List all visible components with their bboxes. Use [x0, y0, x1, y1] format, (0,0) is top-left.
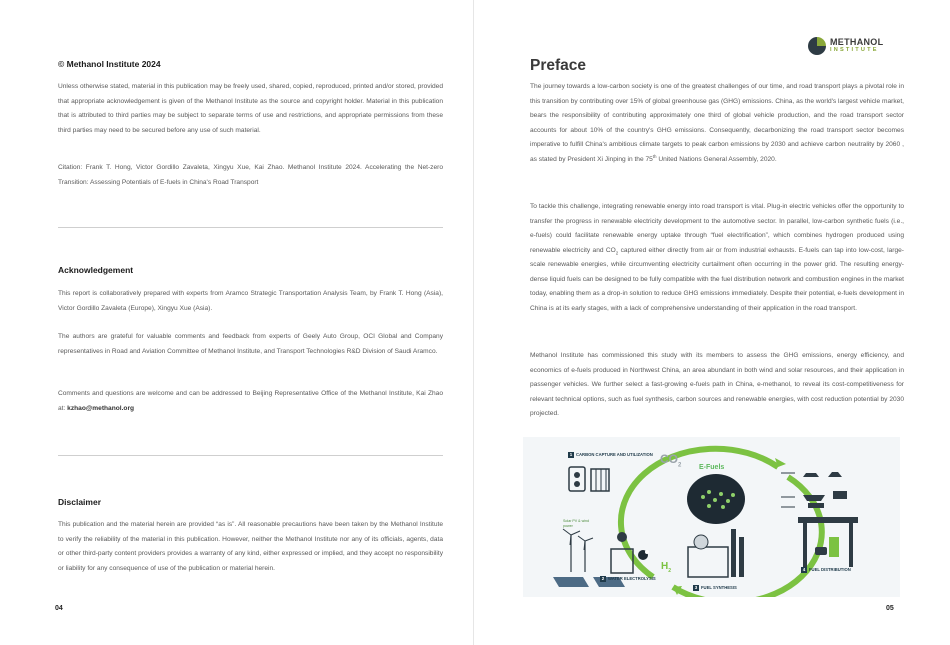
h2-text: H	[661, 561, 669, 572]
preface-paragraph-2-end: captured either directly from air or from industrial exhausts. E-fuels can tap into low-cost, large-scale renewable energies, while circumventing electricity curtailment often occurring in the power grid. The resulting energy-dense liquid fuels can be designed to be fully compatible with the fuel distribution network and combustion engines in the market today, enabling them as a drop-in solution to reduce GHG emissions immediately. Despite their potential, e-fuels development in China is at its early stages, with a lack of comprehensive understanding of their application in the road transport.	[530, 246, 904, 312]
page-number-right: 05	[886, 605, 894, 612]
ack-email-link[interactable]: kzhao@methanol.org	[67, 404, 135, 412]
co2-label	[660, 452, 681, 468]
superscript-th: th	[652, 153, 657, 159]
left-page	[0, 0, 474, 645]
acknowledgement-heading: Acknowledgement	[58, 265, 134, 275]
logo-mark-icon	[808, 37, 826, 55]
step-3-label	[693, 585, 737, 591]
step-3-text: FUEL SYNTHESIS	[701, 585, 737, 591]
step-1-text: CARBON CAPTURE AND UTILIZATION	[576, 452, 653, 458]
copyright-text: Unless otherwise stated, material in this publication may be freely used, shared, copied, reproduced, printed and/or stored, provided that appropriate acknowledgement is given of the Methanol Institute as the source and copyright holder. Material in this publication that is attributed to third parties may be subject to separate terms of use and restrictions, and appropriate permissions from these third parties may need to be secured before any use of such material.	[58, 83, 443, 134]
subscript-2: 2	[615, 249, 619, 255]
preface-heading: Preface	[530, 57, 587, 74]
diagram-illustration	[523, 437, 900, 597]
preface-paragraph-3: Methanol Institute has commissioned this study with its members to assess the GHG emissions, energy efficiency, and economics of e-fuels produced in Northwest China, an area abundant in both wind and solar resources, and their application in passenger vehicles. We further select a fast-growing e-fuels path in China, e-methanol, to reveal its cost-competitiveness for relevant technical options, such as fuel synthesis, carbon sources and renewable energies, with cost reduction potential by 2030 projected.	[530, 352, 904, 417]
step-4-label	[801, 567, 851, 573]
disclaimer-text: This publication and the material herein are provided “as is”. All reasonable precautions have been taken by the Methanol Institute to verify the reliability of the material in this publication. However, neither the Methanol Institute nor any of its officials, agents, data or other third-party content providers provides a warranty of any kind, either expressed or implied, and they accept no responsibility or liability for any consequence of use of the publication or material herein.	[58, 521, 443, 572]
h2-subscript: 2	[668, 568, 672, 574]
ack-paragraph-2: The authors are grateful for valuable comments and feedback from experts of Geely Auto Group, OCI Global and Company representatives in Road and Aviation Committee of Methanol Institute, and Transport Technologies R&D Division of Saudi Aramco.	[58, 333, 443, 355]
efuels-process-diagram	[523, 437, 900, 597]
preface-paragraph-1-text: The journey towards a low-carbon society is one of the greatest challenges of our time, and road transport plays a pivotal role in this transition by contributing over 15% of global greenhouse gas (GHG) emissions. China, as the world's largest vehicle market, bears the responsibility of contributing approximately one third of global vehicle production, and the road transport sector accounts for about 10% of the country's GHG emissions. Consequently, decarbonizing the road transport sector becomes imperative to fulfill China's ambitious climate targets to peak carbon emissions by 2030 and achieve carbon neutrality by 2060 , as stated by President Xi Jinping in the 75	[530, 83, 904, 163]
copyright-heading: © Methanol Institute 2024	[58, 59, 161, 69]
step-1-number: 1	[569, 452, 573, 457]
co2-text: CO	[660, 452, 678, 466]
logo-text-institute: INSTITUTE	[830, 47, 879, 53]
logo-text-methanol: METHANOL	[830, 37, 884, 47]
solar-wind-label: Solar PV & wind power	[563, 519, 589, 528]
divider	[58, 227, 443, 228]
ack-paragraph-3-text: Comments and questions are welcome and can be addressed to Beijing Representative Office of the Methanol Institute, Kai Zhao at:	[58, 390, 443, 412]
ack-paragraph-3	[58, 387, 443, 416]
step-4-text: FUEL DISTRIBUTION	[809, 567, 851, 573]
ack-paragraph-1: This report is collaboratively prepared with experts from Aramco Strategic Transportation Analysis Team, by Frank T. Hong (Asia), Victor Gordillo Zavaleta (Europe), Xingyu Xue (Asia).	[58, 290, 443, 312]
divider	[58, 455, 443, 456]
step-3-number: 3	[694, 585, 698, 590]
preface-paragraph-2	[530, 200, 904, 316]
preface-paragraph-1	[530, 80, 904, 167]
disclaimer-heading: Disclaimer	[58, 497, 101, 507]
right-page	[475, 0, 950, 645]
efuels-label: E-Fuels	[699, 464, 725, 471]
page-number-left: 04	[55, 605, 63, 612]
preface-paragraph-2-text: To tackle this challenge, integrating renewable energy into road transport is vital. Plug-in electric vehicles offer the opportunity to transfer the progress in renewable electricity development to the automotive sector. In parallel, low-carbon synthetic fuels (i.e., e-fuels) could facilitate renewable energy uptake through “fuel electrification”, which combines hydrogen produced using renewable electricity and CO	[530, 203, 904, 254]
step-1-label	[568, 452, 653, 458]
methanol-institute-logo	[808, 36, 908, 56]
preface-paragraph-1-end: United Nations General Assembly, 2020.	[656, 155, 777, 163]
co2-subscript: 2	[678, 462, 682, 469]
h2-label	[661, 561, 671, 574]
step-2-label	[600, 576, 656, 582]
step-4-number: 4	[802, 567, 806, 572]
step-2-text: WATER ELECTROLYSIS	[608, 576, 656, 582]
step-2-number: 2	[601, 576, 605, 581]
citation-text: Citation: Frank T. Hong, Victor Gordillo Zavaleta, Xingyu Xue, Kai Zhao. Methanol Institute 2024. Accelerating the Net-zero Transition: Assessing Potentials of E-fuels in China's Road Transport	[58, 164, 443, 186]
